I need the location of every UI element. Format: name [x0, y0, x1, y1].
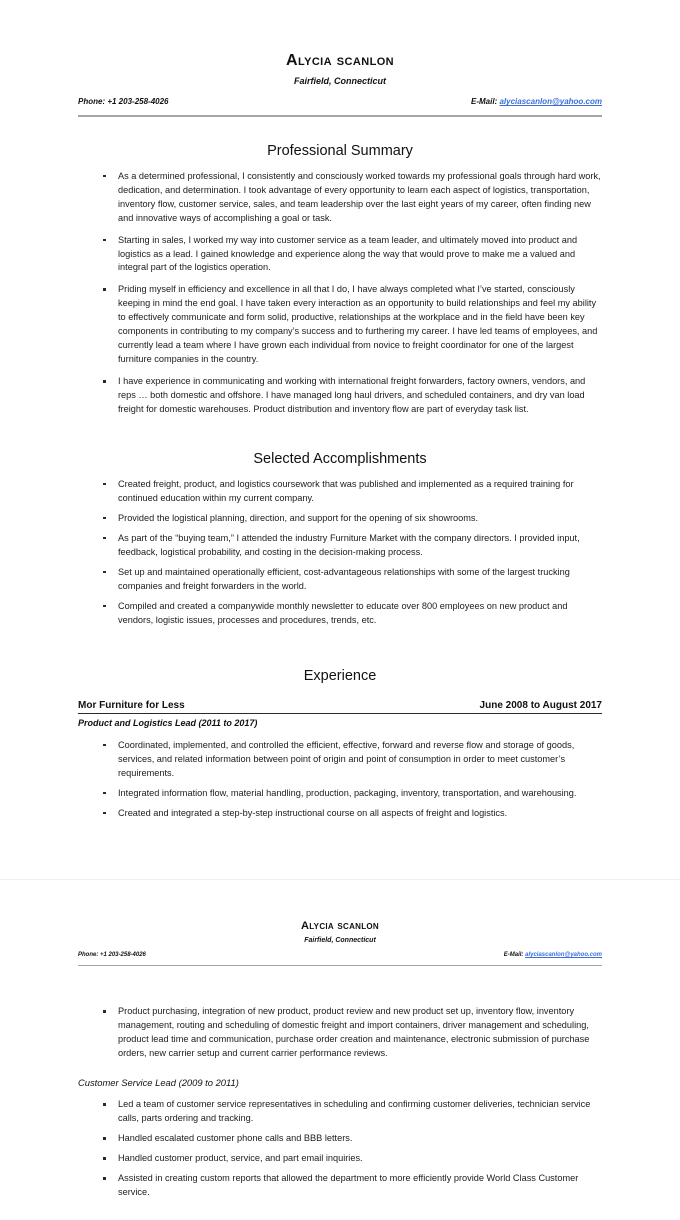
email-block	[504, 952, 602, 958]
list-item: Set up and maintained operationally efficient, cost-advantageous relationships with some of the largest trucking companies and freight forwarders in the world.	[78, 566, 602, 594]
list-item: Integrated information flow, material handling, production, packaging, inventory, transportation, and warehousing.	[78, 787, 602, 801]
candidate-name: Alycia scanlon	[286, 52, 394, 69]
section-professional-summary	[78, 143, 602, 417]
section-title-experience: Experience	[303, 667, 377, 684]
spacer	[78, 966, 602, 996]
candidate-location: Fairfield, Connecticut	[293, 76, 386, 87]
accomplishments-bullet-list	[78, 478, 602, 628]
candidate-location: Fairfield, Connecticut	[304, 936, 376, 944]
job-company-name: Mor Furniture for Less	[78, 699, 185, 711]
list-item: Led a team of customer service representatives in scheduling and confirming customer deliveries, technician service calls, parts ordering and tracking.	[78, 1098, 602, 1126]
page-2	[0, 880, 680, 1220]
list-item: I have experience in communicating and working with international freight forwarders, factory owners, vendors, and reps … both domestic and offshore. I have managed long haul drivers, and scheduled containers, and dry van load freight for domestic warehouses. Product distribution and inventory flow are part of everyday task list.	[78, 375, 602, 417]
list-item: Priding myself in efficiency and excellence in all that I do, I have always completed what I’ve started, consciously keeping in mind the end goal. I have taken every interaction as an opportunity to build relationships and feel my ability to effectively communicate and form solid, productive, relationships at the workplace and in the field have been key components in contributing to my company’s success and to furthering my career. I have led teams of employees, and currently lead a team where I have grown each individual from novice to freight coordinator for one of the largest furniture companies in the country.	[78, 283, 602, 367]
job-date-range: June 2008 to August 2017	[479, 699, 602, 711]
contact-row	[78, 952, 602, 958]
list-item: As a determined professional, I consistently and consciously worked towards my professional goals through hard work, dedication, and determination. I took advantage of every opportunity to learn each aspect of logistics, transportation, inventory flow, customer service, sales, and team leadership over the last eight years of my career, often finding new and innovative ways of accomplishing a goal or task.	[78, 170, 602, 226]
list-item: Handled customer product, service, and part email inquiries.	[78, 1152, 602, 1166]
list-item: Provided the logistical planning, direction, and support for the opening of six showrooms.	[78, 512, 602, 526]
email-link[interactable]: alyciascanlon@yahoo.com	[499, 97, 602, 107]
email-label: E-Mail:	[503, 952, 524, 959]
phone-text: Phone: +1 203-258-4026	[78, 97, 169, 107]
job-header	[78, 699, 602, 714]
job-bullet-list	[78, 739, 602, 821]
list-item: Created and integrated a step-by-step instructional course on all aspects of freight and logistics.	[78, 807, 602, 821]
header-divider	[78, 115, 602, 117]
resume-header-page2	[78, 920, 602, 966]
email-label: E-Mail:	[471, 97, 498, 107]
summary-bullet-list	[78, 170, 602, 418]
candidate-name: Alycia scanlon	[300, 920, 380, 932]
list-item: Coordinated, implemented, and controlled the efficient, effective, forward and reverse flow and storage of goods, services, and related information between point of origin and point of consumption in order to meet customer’s requirements.	[78, 739, 602, 781]
email-link[interactable]: alyciascanlon@yahoo.com	[525, 952, 602, 959]
secondary-role-bullet-list	[78, 1098, 602, 1200]
list-item: As part of the “buying team,” I attended the industry Furniture Market with the company directors. I provided input, feedback, logistical probability, and costing in the decision-making process.	[78, 532, 602, 560]
resume-header	[78, 52, 602, 117]
list-item: Handled escalated customer phone calls and BBB letters.	[78, 1132, 602, 1146]
list-item: Product purchasing, integration of new product, product review and new product set up, inventory flow, inventory management, routing and scheduling of domestic freight and import containers, driver management and scheduling, product lead time and communication, purchase order creation and maintenance, electronic submission of purchase orders, new carrier setup and current carrier performance reviews.	[78, 1005, 602, 1061]
phone-text: Phone: +1 203-258-4026	[78, 952, 146, 959]
job-role-title: Product and Logistics Lead (2011 to 2017)	[78, 717, 258, 728]
list-item: Starting in sales, I worked my way into customer service as a team leader, and ultimately moved into product and logistics as a lead. I gained knowledge and experience along the way that would prove to make me a valued and integral part of the logistics operation.	[78, 234, 602, 276]
section-title-summary: Professional Summary	[267, 143, 413, 160]
section-experience	[78, 668, 602, 821]
section-title-accomplishments: Selected Accomplishments	[253, 451, 427, 468]
job-role-title-secondary: Customer Service Lead (2009 to 2011)	[78, 1076, 239, 1088]
spacer	[78, 1061, 602, 1077]
email-block	[471, 97, 602, 106]
contact-row	[78, 97, 602, 106]
section-selected-accomplishments	[78, 451, 602, 627]
experience-continued-bullet-list	[78, 1005, 602, 1061]
list-item: Compiled and created a companywide monthly newsletter to educate over 800 employees on new product and vendors, logistic issues, processes and procedures, trends, etc.	[78, 600, 602, 628]
list-item: Assisted in creating custom reports that allowed the department to more efficiently provide World Class Customer service.	[78, 1172, 602, 1200]
list-item: Created freight, product, and logistics coursework that was published and implemented as a required training for continued education within my current company.	[78, 478, 602, 506]
